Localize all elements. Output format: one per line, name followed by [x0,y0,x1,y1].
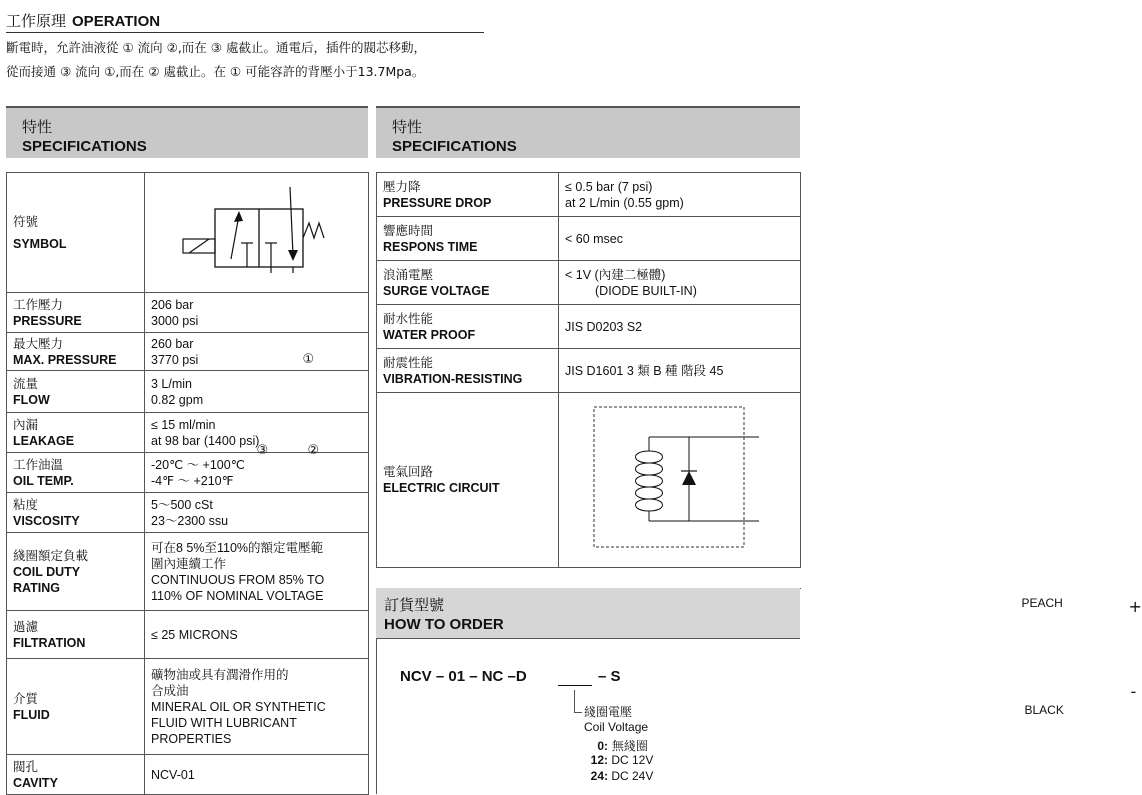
leakage-value-1: ≤ 15 ml/min [151,417,216,432]
row-coil-duty [7,533,369,611]
pressure-zh: 工作壓力 [13,296,64,312]
operation-rule [6,32,484,33]
coil-duty-en-2: RATING [13,580,60,595]
viscosity-value-2: 23～2300 ssu [151,513,229,528]
response-time-en: RESPONS TIME [383,239,478,254]
row-flow [7,371,369,413]
port-1-label: ① [302,351,315,367]
order-header [376,588,800,639]
viscosity-en: VISCOSITY [13,513,80,528]
row-response-time [377,217,801,261]
order-code-suffix: – S [598,668,621,685]
operation-title-en: OPERATION [72,13,161,30]
coil-option-24-code: 24: [590,769,608,783]
pressure-drop-value-1: ≤ 0.5 bar (7 psi) [565,179,653,194]
coil-option-0-code: 0: [597,739,608,753]
fluid-zh: 介質 [13,690,39,706]
coil-duty-value-4: 110% OF NOMINAL VOLTAGE [151,588,324,603]
cavity-value: NCV-01 [151,767,195,782]
water-proof-value: JIS D0203 S2 [565,319,643,334]
surge-voltage-value-1: < 1V (內建二極體) [565,267,666,282]
pressure-drop-zh: 壓力降 [383,178,421,194]
response-time-zh: 響應時間 [383,222,434,238]
right-spec-title-en: SPECIFICATIONS [392,138,517,155]
max-pressure-value-2: 3770 psi [151,352,199,367]
coil-duty-value-2: 圍內連續工作 [151,556,227,571]
pressure-value-2: 3000 psi [151,313,199,328]
coil-voltage-en: Coil Voltage [584,720,649,734]
coil-duty-value-1: 可在8 5%至110%的額定電壓範 [151,540,324,555]
row-symbol [7,173,369,293]
surge-voltage-value-2: (DIODE BUILT-IN) [595,283,697,298]
row-fluid [7,659,369,755]
operation-title-zh: 工作原理 [6,12,67,30]
circuit-minus-label: - [1130,681,1137,701]
order-code-blank [558,685,592,686]
pressure-en: PRESSURE [13,313,82,328]
order-connector-v [574,690,575,712]
coil-option-12 [570,753,690,767]
row-surge-voltage [377,261,801,305]
circuit-zh: 電氣回路 [383,464,434,479]
filtration-zh: 過濾 [13,618,39,634]
row-pressure-drop [377,173,801,217]
order-title-en: HOW TO ORDER [384,616,504,633]
order-connector-h [574,712,582,713]
vibration-value: JIS D1601 3 類 B 種 階段 45 [565,363,724,378]
row-electric-circuit [377,393,801,568]
coil-option-12-desc: DC 12V [611,753,654,767]
flow-value-1: 3 L/min [151,376,192,391]
left-spec-table [6,172,369,795]
symbol-en: SYMBOL [13,236,67,251]
port-3-label: ③ [256,442,269,458]
coil-duty-value-3: CONTINUOUS FROM 85% TO [151,572,325,587]
order-code-main: NCV – 01 – NC –D [400,668,527,685]
max-pressure-zh: 最大壓力 [13,335,64,351]
row-viscosity [7,493,369,533]
row-oil-temp [7,453,369,493]
valve-symbol-icon [145,173,367,288]
response-time-value: < 60 msec [565,231,624,246]
row-water-proof [377,305,801,349]
filtration-value: ≤ 25 MICRONS [151,627,238,642]
row-cavity [7,755,369,795]
viscosity-value-1: 5～500 cSt [151,497,213,512]
coil-option-0-desc: 無綫圈 [611,739,648,753]
oil-temp-en: OIL TEMP. [13,473,74,488]
leakage-value-2: at 98 bar (1400 psi) [151,433,260,448]
filtration-en: FILTRATION [13,635,86,650]
circuit-en: ELECTRIC CIRCUIT [383,481,500,495]
coil-duty-en-1: COIL DUTY [13,564,81,579]
vibration-en: VIBRATION-RESISTING [383,371,523,386]
circuit-peach-label: PEACH [1021,595,1063,610]
oil-temp-value-1: -20℃ ～ +100℃ [151,457,245,472]
circuit-plus-label: + [1128,596,1142,616]
right-spec-header [376,106,800,158]
symbol-zh: 符號 [13,213,39,229]
vibration-zh: 耐震性能 [383,354,434,370]
row-max-pressure [7,333,369,371]
coil-option-0 [570,737,690,754]
fluid-value-1: 礦物油或具有潤滑作用的 [151,667,289,682]
flow-en: FLOW [13,392,50,407]
order-title-zh: 訂貨型號 [384,596,445,614]
surge-voltage-en: SURGE VOLTAGE [383,283,490,298]
cavity-en: CAVITY [13,775,58,790]
coil-option-24-desc: DC 24V [611,769,654,783]
port-2-label: ② [307,442,320,458]
water-proof-zh: 耐水性能 [383,310,434,326]
flow-value-2: 0.82 gpm [151,392,204,407]
pressure-drop-en: PRESSURE DROP [383,195,492,210]
operation-line-2: 從而接通 ③ 流向 ①,而在 ② 處截止。在 ① 可能容許的背壓小于13.7Mpa。 [6,64,425,79]
row-filtration [7,611,369,659]
oil-temp-zh: 工作油溫 [13,456,64,472]
leakage-en: LEAKAGE [13,433,75,448]
coil-duty-zh: 綫圈額定負載 [13,547,89,563]
row-pressure [7,293,369,333]
left-spec-header [6,106,368,158]
operation-line-1: 斷電時，允許油液從 ① 流向 ②,而在 ③ 處截止。通電后，插件的閥芯移動， [6,40,426,55]
leakage-zh: 內漏 [13,416,39,432]
fluid-value-2: 合成油 [151,683,189,698]
fluid-value-3: MINERAL OIL OR SYNTHETIC [151,699,326,714]
fluid-value-4: FLUID WITH LUBRICANT [151,715,297,730]
circuit-black-label: BLACK [1024,702,1064,717]
coil-voltage-zh: 綫圈電壓 [584,705,633,719]
max-pressure-value-1: 260 bar [151,336,194,351]
electric-circuit-diagram [559,393,799,563]
left-spec-title-en: SPECIFICATIONS [22,138,147,155]
pressure-drop-value-2: at 2 L/min (0.55 gpm) [565,195,684,210]
cavity-zh: 閥孔 [13,758,39,774]
max-pressure-en: MAX. PRESSURE [13,352,117,367]
surge-voltage-zh: 浪涌電壓 [383,266,434,282]
water-proof-en: WATER PROOF [383,327,476,342]
pressure-value-1: 206 bar [151,297,194,312]
coil-option-24 [570,769,690,783]
fluid-value-5: PROPERTIES [151,731,232,746]
coil-option-12-code: 12: [590,753,608,767]
fluid-en: FLUID [13,707,50,722]
row-vibration [377,349,801,393]
viscosity-zh: 粘度 [13,496,39,512]
oil-temp-value-2: -4℉ ～ +210℉ [151,473,234,488]
right-spec-title-zh: 特性 [392,118,423,136]
flow-zh: 流量 [13,375,39,391]
operation-title [6,10,160,31]
left-spec-title-zh: 特性 [22,118,53,136]
